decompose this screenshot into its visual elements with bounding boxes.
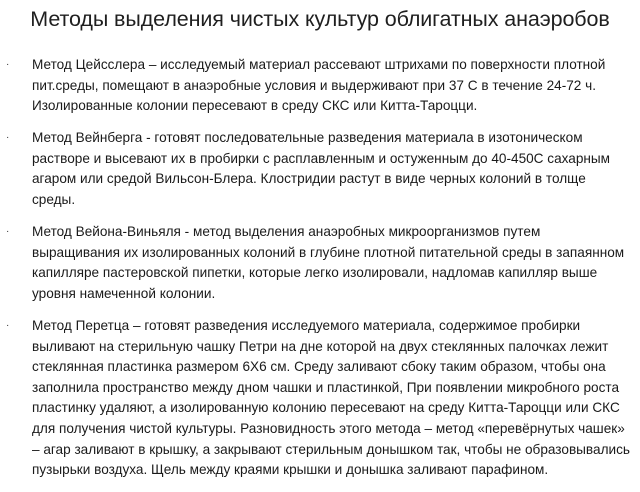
list-item-text: Метод Цейсслера – исследуемый материал рассевают штрихами по поверхности плотной пит.среды, помещают в анаэробные условия и выдерживают при 37 С в течение 24-72 ч. Изолированные колонии пересевают в среду СКС или Китта-Тароцци. <box>32 57 606 114</box>
list-item-text: Метод Вейона-Виньяля - метод выделения анаэробных микроорганизмов путем выращивания их изолированных колоний в глубине плотной питательной среды в запаянном капилляре пастеровской пипетки, которые легко изолировали, надломав капилляр выше уровня намеченной колонии. <box>32 224 625 301</box>
list-item-peretz-method <box>0 316 640 481</box>
bullet-point: · <box>6 132 10 144</box>
slide-title: Методы выделения чистых культур облигатных анаэробов <box>30 7 610 31</box>
list-item-weinberg-method <box>0 128 640 210</box>
list-item-text: Метод Перетца – готовят разведения исследуемого материала, содержимое пробирки выливают на стерильную чашку Петри на дне которой на двух стеклянных палочках лежит стеклянная пластинка размером 6Х6 см. Среду заливают сбоку таким образом, чтобы она заполнила пространство между дном чашки и пластинкой, При появлении микробного роста пластинку удаляют, а изолированную колонию пересевают на среду Китта-Тароцци или СКС для получения чистой культуры. Разновидность этого метода – метод «перевёрнутых чашек» – агар заливают в крышку, а закрывают стерильным донышком так, чтобы не образовывались пузырьки воздуха. Щель между краями крышки и донышка заливают парафином. <box>32 318 630 478</box>
bullet-point: · <box>6 320 10 332</box>
list-item-text: Метод Вейнберга - готовят последовательные разведения материала в изотоническом растворе и высевают их в пробирки с расплавленным и остуженным до 40-450С сахарным агаром или средой Вильсон-Блера. Клостридии растут в виде черных колоний в толще среды. <box>32 130 611 208</box>
list-item-zeissler-method <box>0 55 640 117</box>
list-item-veillon-vignal-method <box>0 222 640 304</box>
bullet-point: · <box>6 59 10 70</box>
bullet-point: · <box>6 226 10 238</box>
methods-list <box>0 55 640 492</box>
